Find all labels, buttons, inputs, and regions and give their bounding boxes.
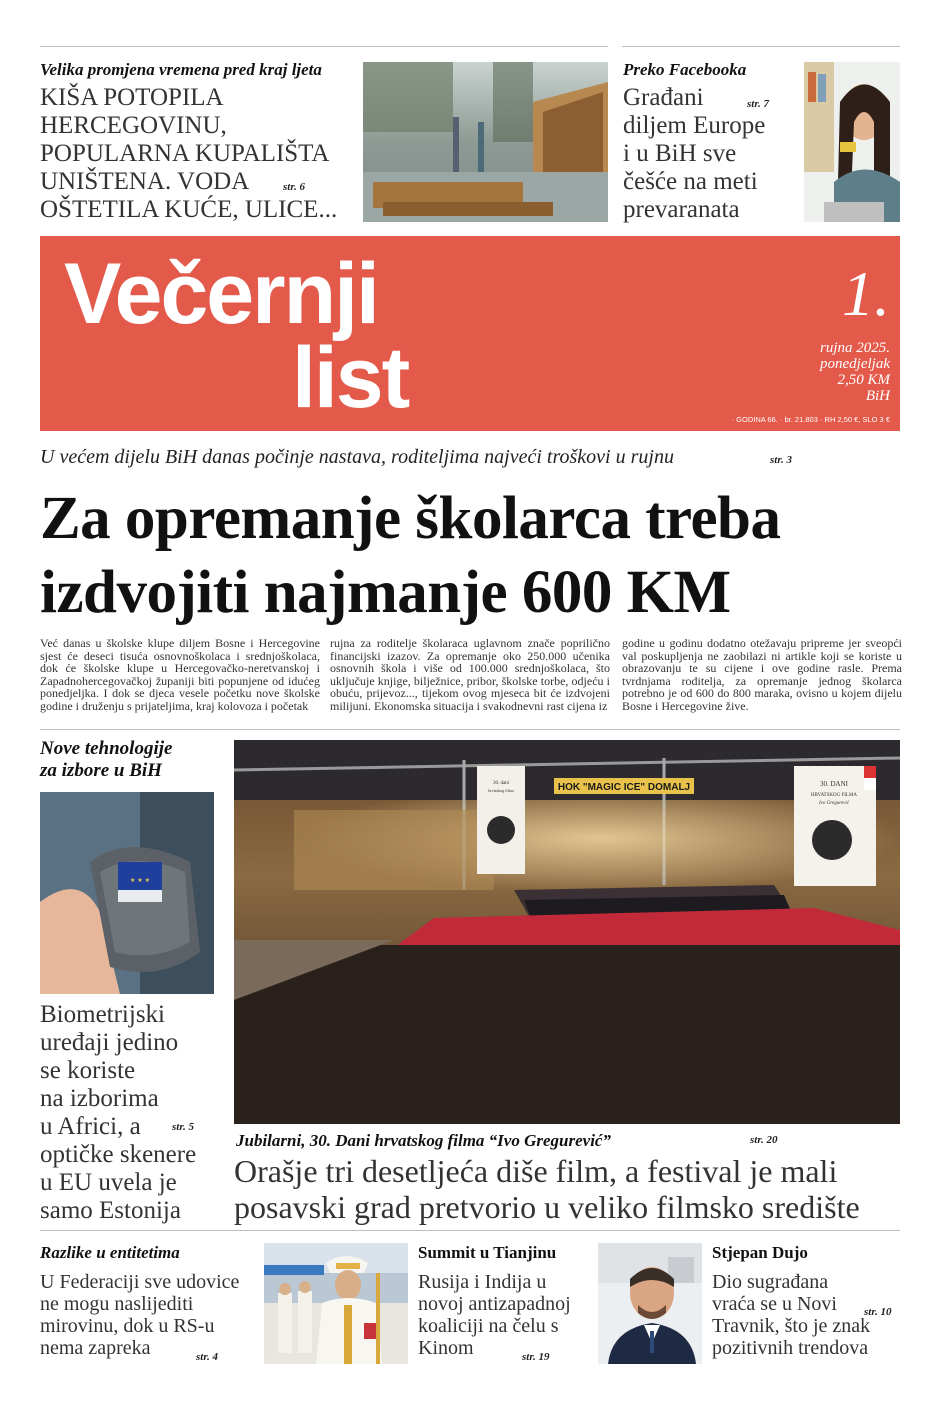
lead-kicker: U većem dijelu BiH danas počinje nastava, roditeljima najveći troškovi u rujnu	[40, 446, 674, 468]
svg-text:★ ★ ★: ★ ★ ★	[130, 877, 150, 884]
teaser-facebook[interactable]	[623, 60, 798, 224]
page-ref: str. 7	[747, 98, 770, 110]
teaser-line: na izborima	[40, 1085, 159, 1112]
poster-right-text: HRVATSKOG FILMA	[810, 793, 858, 798]
teaser-line: koaliciji na čelu s	[418, 1315, 559, 1337]
teaser-line: POPULARNA KUPALIŠTA	[40, 140, 330, 167]
film-festival-photo[interactable]	[234, 740, 900, 1124]
lead-body-col1: Već danas u školske klupe diljem Bosne i Hercegovine sjest će deseci tisuća osnovnoškolaca i srednjoškolaca, dok će školske klupe u Hercegovačko-neretvanskoj i Zapadnohercegovačkoj županiji biti popunjene od idućeg ponedjeljka. I dok se djeca vesele početku nove školske godine i druženju s prijateljima, kraj kolovoza i početak	[40, 636, 320, 713]
teaser-kicker: Preko Facebooka	[623, 60, 747, 79]
teaser-line: OŠTETILA KUĆE, ULICE...	[40, 196, 338, 223]
lead-body-col3: godine u godinu dodatno otežavaju pripreme jer sveopći val poskupljenja ne zaobilazi ni artikle koji se koriste u obrazovanju te su cijene i ove godine rasle. Prema tvrdnjama roditelja, za opremanje jednog školarca potrebno je od 600 do 800 maraka, ovisno u kojem dijelu Bosne i Hercegovine žive.	[622, 636, 902, 713]
biometric-device-photo[interactable]	[40, 792, 214, 994]
teaser-line: HERCEGOVINU,	[40, 112, 227, 139]
teaser-body[interactable]	[40, 1001, 220, 1225]
page-ref: str. 5	[172, 1121, 195, 1133]
teaser-line: u Africi, a	[40, 1113, 141, 1140]
teaser-floods[interactable]	[40, 60, 360, 224]
teaser-line: Travnik, što je znak	[712, 1315, 871, 1337]
teaser-line: optičke skenere	[40, 1141, 197, 1168]
stjepan-dujo-photo[interactable]	[598, 1243, 702, 1364]
teaser-line: KIŠA POTOPILA	[40, 84, 224, 111]
lead-body-col2: rujna za roditelje školaraca uglavnom znače poprilično financijski izazov. Za opremanje oko 250.000 učenika osnovnih škola i više od 100.000 srednjoškolaca, što uključuje knjige, bilježnice, pribor, školske torbe, odjeću i obuću, prijevoz..., tijekom ovog mjeseca bit će izdvojeni milijuni. Ekonomska situacija i svakodnevni rast cijena iz	[330, 636, 610, 713]
teaser-kicker-line: za izbore u BiH	[40, 760, 162, 781]
page-ref: str. 4	[196, 1351, 219, 1363]
woman-phone-photo[interactable]	[804, 62, 900, 222]
teaser-line: u EU uvela je	[40, 1169, 177, 1196]
page-ref: str. 20	[750, 1134, 778, 1146]
teaser-kicker: Summit u Tianjinu	[418, 1243, 557, 1262]
teaser-dujo[interactable]	[712, 1243, 900, 1359]
date-line: rujna 2025.	[819, 340, 890, 356]
poster-left-text: 30. dani	[492, 781, 510, 786]
teaser-kicker: Razlike u entitetima	[40, 1243, 180, 1262]
page-ref: str. 6	[283, 181, 306, 193]
main-headline[interactable]	[234, 1153, 860, 1225]
main-headline-line: posavski grad pretvorio u veliko filmsko središte	[234, 1189, 860, 1225]
teaser-line: i u BiH sve	[623, 140, 737, 167]
page-ref: str. 3	[770, 454, 793, 466]
masthead	[40, 236, 900, 431]
teaser-kicker-line: Nove tehnologije	[40, 738, 173, 759]
teaser-line: vraća se u Novi	[712, 1293, 837, 1315]
teaser-line: se koriste	[40, 1057, 136, 1084]
teaser-widows[interactable]	[40, 1243, 260, 1359]
teaser-line: češće na meti	[623, 168, 758, 195]
teaser-line: diljem Europe	[623, 112, 766, 139]
top-rule-right	[622, 46, 900, 47]
page-ref: str. 10	[864, 1306, 892, 1318]
weekday: ponedjeljak	[820, 356, 890, 372]
issue-info: · GODINA 66. · br. 21.803 · RH 2,50 €, SLO 3 €	[731, 415, 890, 424]
flood-photo[interactable]	[363, 62, 608, 222]
teaser-line: UNIŠTENA. VODA	[40, 168, 250, 195]
region: BiH	[865, 388, 890, 404]
section-rule	[40, 1230, 900, 1231]
price: 2,50 KM	[837, 372, 890, 388]
teaser-line: mirovinu, dok u RS-u	[40, 1315, 215, 1337]
teaser-line: Kinom	[418, 1337, 474, 1359]
teaser-line: novoj antizapadnoj	[418, 1293, 571, 1315]
logo-line1: Večernji	[64, 246, 378, 342]
main-kicker: Jubilarni, 30. Dani hrvatskog filma “Ivo Gregurević”	[236, 1131, 611, 1150]
logo-line2: list	[292, 330, 409, 426]
page-ref: str. 19	[522, 1351, 550, 1363]
date-block	[820, 340, 890, 404]
teaser-line: U Federaciji sve udovice	[40, 1271, 240, 1293]
lead-headline-line1[interactable]: Za opremanje školarca treba	[40, 485, 781, 552]
poster-right-text: Ivo Gregurević	[818, 801, 850, 806]
teaser-line: Biometrijski	[40, 1001, 165, 1028]
lead-headline-line2[interactable]: izdvojiti najmanje 600 KM	[40, 559, 731, 626]
poster-left-text: hrvatskog filma	[488, 788, 514, 793]
teaser-kicker: Stjepan Dujo	[712, 1243, 808, 1262]
date-day: 1.	[842, 258, 890, 329]
teaser-line: Dio sugrađana	[712, 1271, 829, 1293]
top-rule-left	[40, 46, 608, 47]
teaser-line: uređaji jedino	[40, 1029, 179, 1056]
teaser-line: nema zapreka	[40, 1337, 151, 1359]
poster-right-text: 30. DANI	[820, 780, 848, 788]
teaser-line: pozitivnih trendova	[712, 1337, 869, 1359]
teaser-biometrics[interactable]	[40, 738, 220, 782]
hall-banner-text: HOK "MAGIC ICE" DOMALJ	[557, 782, 691, 793]
soldiers-photo[interactable]	[264, 1243, 408, 1364]
teaser-line: Građani	[623, 84, 704, 111]
teaser-summit[interactable]	[418, 1243, 590, 1359]
teaser-line: Rusija i Indija u	[418, 1271, 547, 1293]
section-rule	[40, 729, 900, 730]
teaser-line: prevaranata	[623, 196, 740, 223]
teaser-kicker: Velika promjena vremena pred kraj ljeta	[40, 60, 322, 79]
teaser-line: samo Estonija	[40, 1197, 181, 1224]
teaser-line: ne mogu naslijediti	[40, 1293, 194, 1315]
main-headline-line: Orašje tri desetljeća diše film, a festival je mali	[234, 1153, 838, 1189]
